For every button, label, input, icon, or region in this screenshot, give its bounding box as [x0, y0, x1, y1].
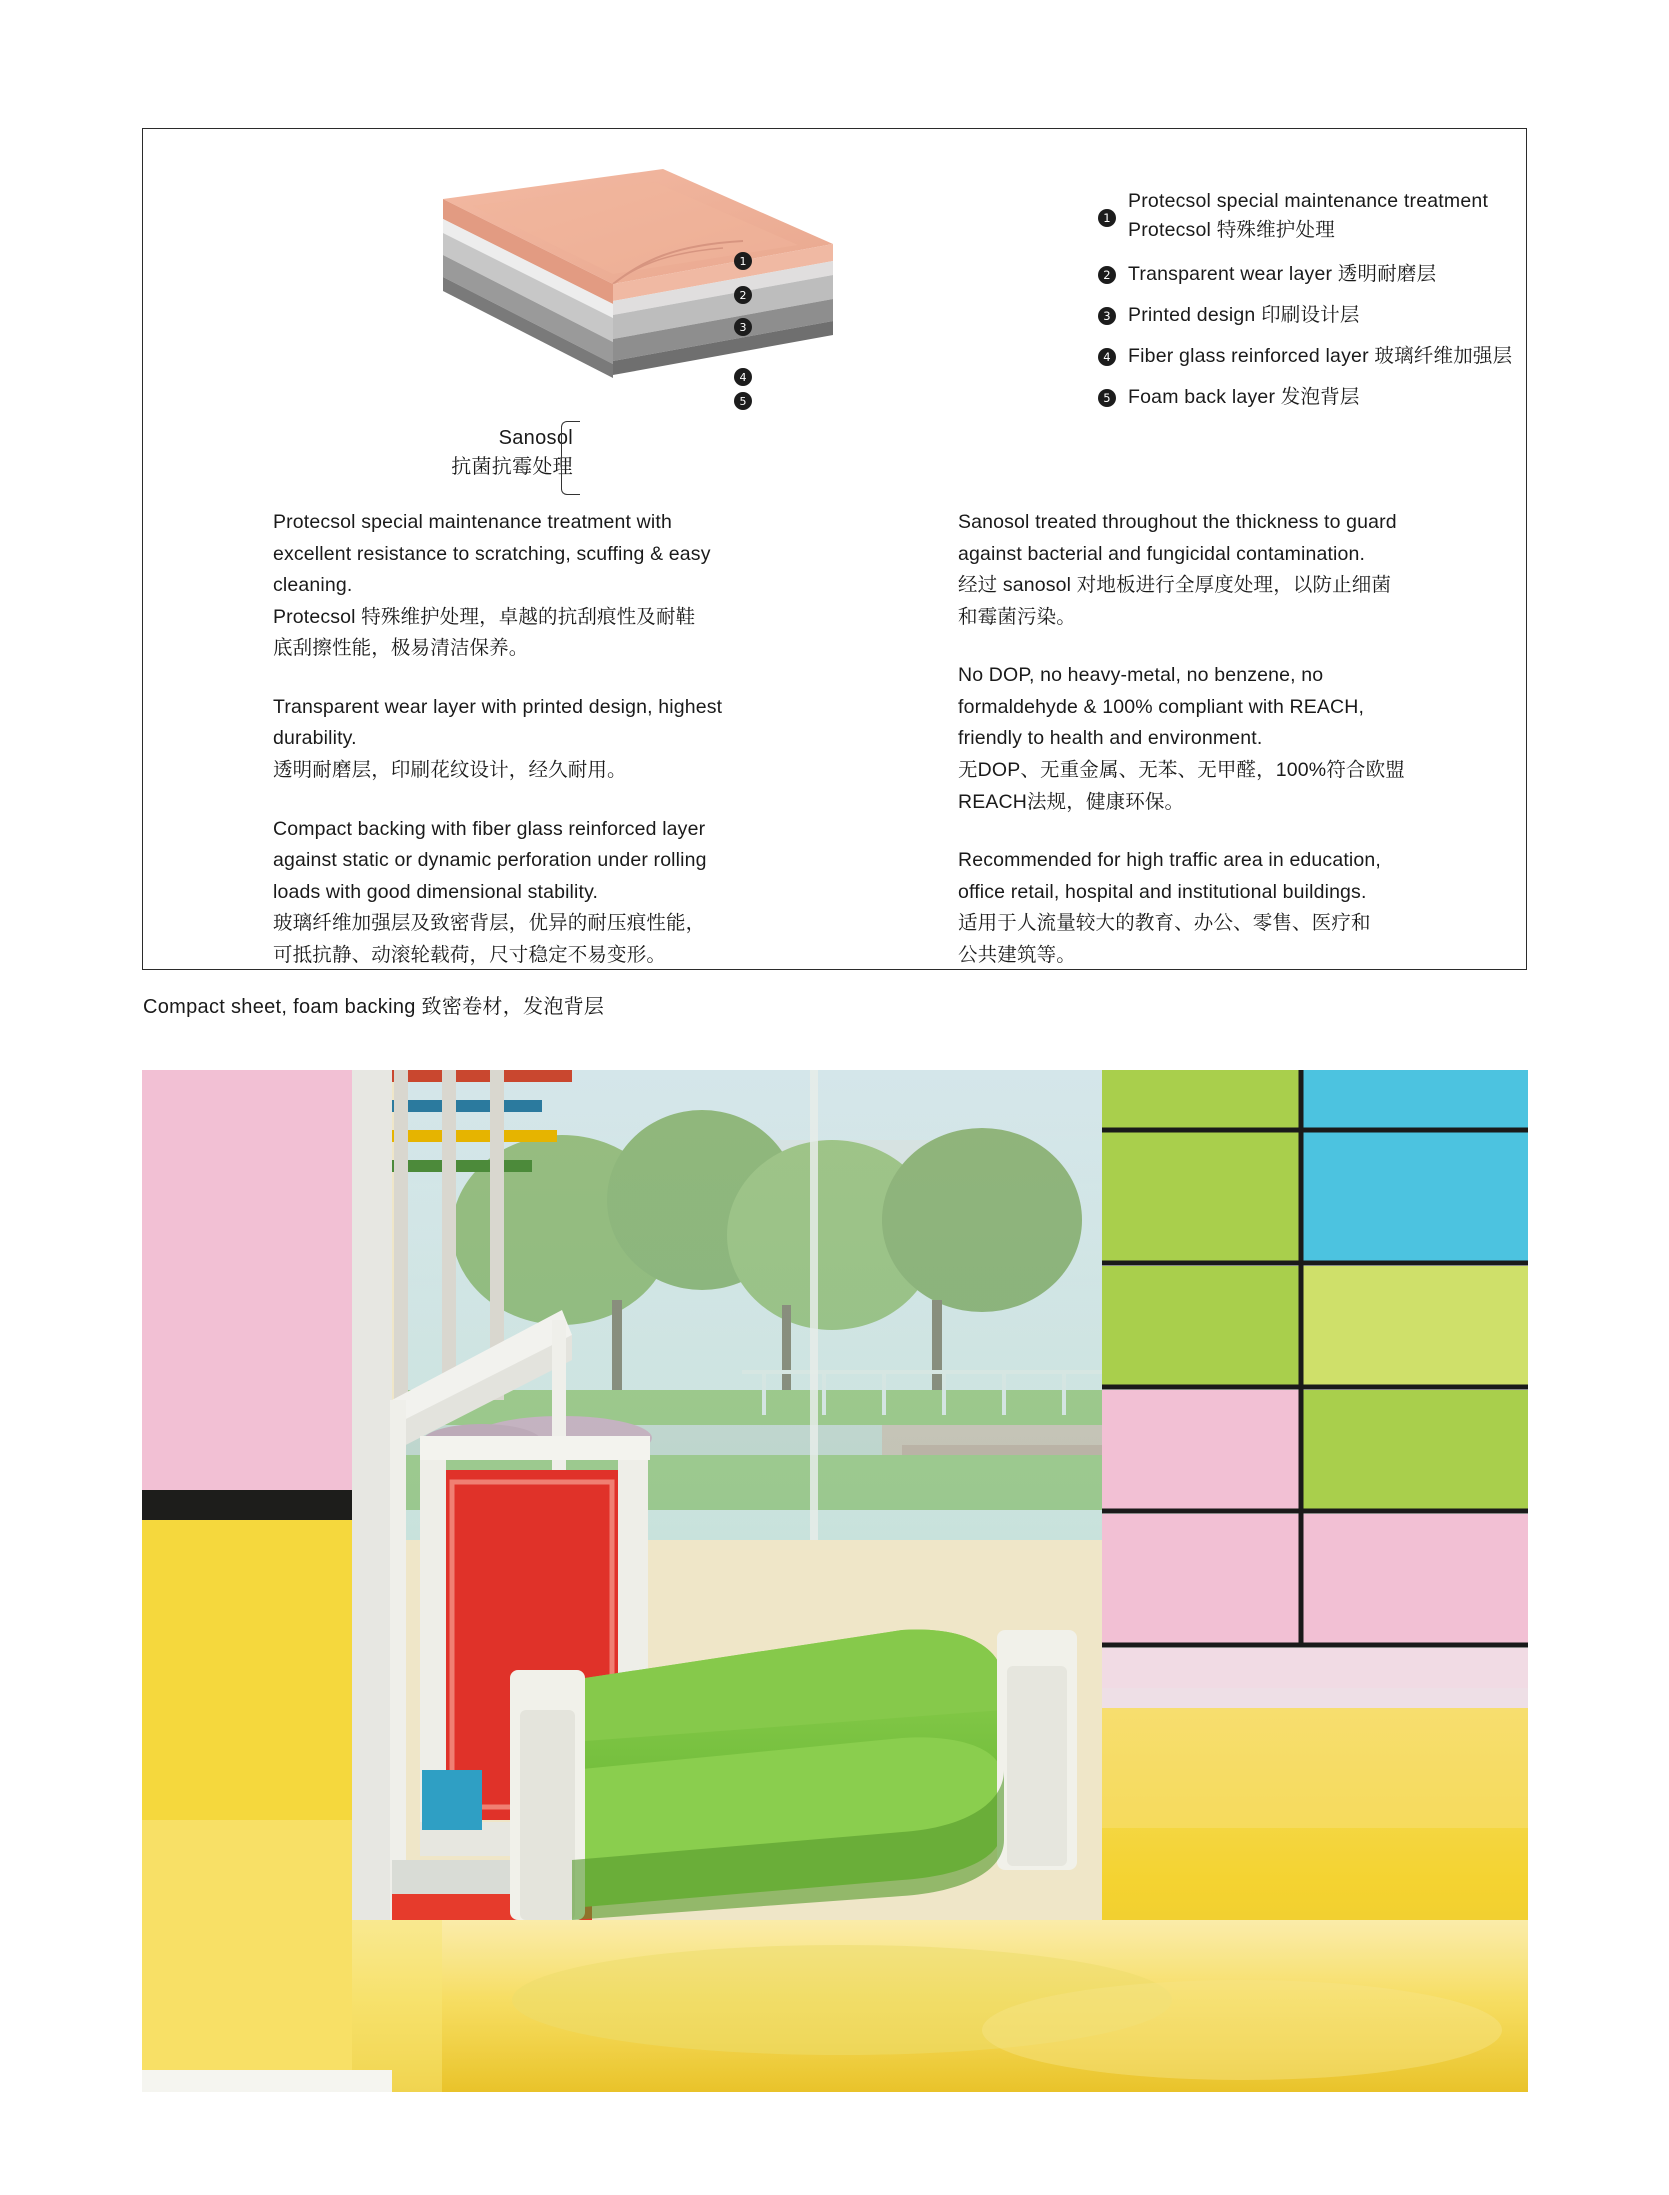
text-line: Sanosol treated throughout the thickness to guard	[958, 511, 1397, 533]
text-line: 公共建筑等。	[958, 943, 1076, 966]
text-line: Compact backing with fiber glass reinforced layer	[273, 817, 706, 840]
legend-item-1-text	[1128, 187, 1568, 246]
legend-item-4-en: Fiber glass reinforced layer 玻璃纤维加强层	[1128, 345, 1513, 367]
body-column-right	[958, 507, 1498, 972]
svg-text:3: 3	[739, 321, 747, 334]
svg-text:2: 2	[739, 289, 747, 302]
text-line: Transparent wear layer with printed design, highest	[273, 695, 723, 718]
paragraph-right-1	[958, 507, 1498, 633]
legend-item-1-cn: Protecsol 特殊维护处理	[1128, 219, 1335, 242]
body-column-left	[273, 507, 793, 972]
legend-item-5-text	[1128, 383, 1568, 412]
text-line: against bacterial and fungicidal contamination.	[958, 542, 1366, 565]
text-line: Recommended for high traffic area in education,	[958, 849, 1381, 872]
legend-item-4-text	[1128, 342, 1568, 371]
legend-item-1	[1098, 187, 1568, 246]
legend-item-5	[1098, 383, 1568, 412]
text-line: 适用于人流量较大的教育、办公、零售、医疗和	[958, 912, 1371, 935]
text-line: 和霉菌污染。	[958, 605, 1076, 628]
legend-item-2	[1098, 260, 1568, 289]
bullet-number-icon: 1	[1098, 209, 1116, 227]
paragraph-left-2	[273, 692, 793, 787]
sanosol-label	[413, 424, 573, 482]
text-line: Protecsol 特殊维护处理，卓越的抗刮痕性及耐鞋	[273, 605, 696, 628]
panel-caption: Compact sheet, foam backing 致密卷材，发泡背层	[143, 996, 605, 1018]
legend-item-3	[1098, 301, 1568, 330]
brace-decoration	[561, 421, 580, 495]
interior-photo	[142, 1070, 1528, 2092]
text-line: friendly to health and environment.	[958, 727, 1263, 750]
spec-panel	[142, 128, 1527, 970]
text-line: durability.	[273, 727, 357, 750]
text-line: excellent resistance to scratching, scuffing & easy	[273, 542, 711, 565]
svg-text:4: 4	[739, 371, 747, 384]
legend-item-2-en: Transparent wear layer 透明耐磨层	[1128, 262, 1437, 285]
text-line: No DOP, no heavy-metal, no benzene, no	[958, 664, 1324, 687]
svg-text:5: 5	[739, 395, 747, 408]
text-line: 无DOP、无重金属、无苯、无甲醛，100%符合欧盟	[958, 759, 1405, 782]
layer-legend	[1098, 187, 1568, 425]
legend-item-2-text	[1128, 260, 1568, 289]
legend-item-5-en: Foam back layer 发泡背层	[1128, 386, 1360, 409]
legend-item-3-en: Printed design 印刷设计层	[1128, 303, 1360, 326]
layer-diagram	[143, 149, 863, 449]
text-line: loads with good dimensional stability.	[273, 880, 599, 903]
bullet-number-icon: 4	[1098, 348, 1116, 366]
sanosol-label-cn: 抗菌抗霉处理	[451, 456, 573, 478]
legend-item-3-text	[1128, 301, 1568, 330]
text-line: 底刮擦性能，极易清洁保养。	[273, 637, 529, 660]
paragraph-right-3	[958, 845, 1498, 971]
bullet-number-icon: 2	[1098, 266, 1116, 284]
legend-item-1-en: Protecsol special maintenance treatment	[1128, 190, 1489, 212]
text-line: REACH法规，健康环保。	[958, 790, 1185, 813]
bullet-number-icon: 5	[1098, 389, 1116, 407]
text-line: 经过 sanosol 对地板进行全厚度处理，以防止细菌	[958, 574, 1392, 597]
svg-text:1: 1	[739, 255, 747, 268]
text-line: against static or dynamic perforation under rolling	[273, 849, 707, 872]
text-line: formaldehyde & 100% compliant with REACH,	[958, 695, 1365, 718]
text-line: 可抵抗静、动滚轮载荷，尺寸稳定不易变形。	[273, 943, 667, 966]
paragraph-right-2	[958, 660, 1498, 818]
sanosol-label-en: Sanosol	[498, 427, 573, 449]
text-line: cleaning.	[273, 574, 353, 597]
paragraph-left-3	[273, 814, 793, 972]
text-line: office retail, hospital and institutional buildings.	[958, 880, 1367, 903]
legend-item-4	[1098, 342, 1568, 371]
paragraph-left-1	[273, 507, 793, 665]
text-line: 透明耐磨层，印刷花纹设计，经久耐用。	[273, 759, 627, 782]
text-line: 玻璃纤维加强层及致密背层，优异的耐压痕性能，	[273, 912, 706, 935]
text-line: Protecsol special maintenance treatment with	[273, 511, 672, 533]
bullet-number-icon: 3	[1098, 307, 1116, 325]
